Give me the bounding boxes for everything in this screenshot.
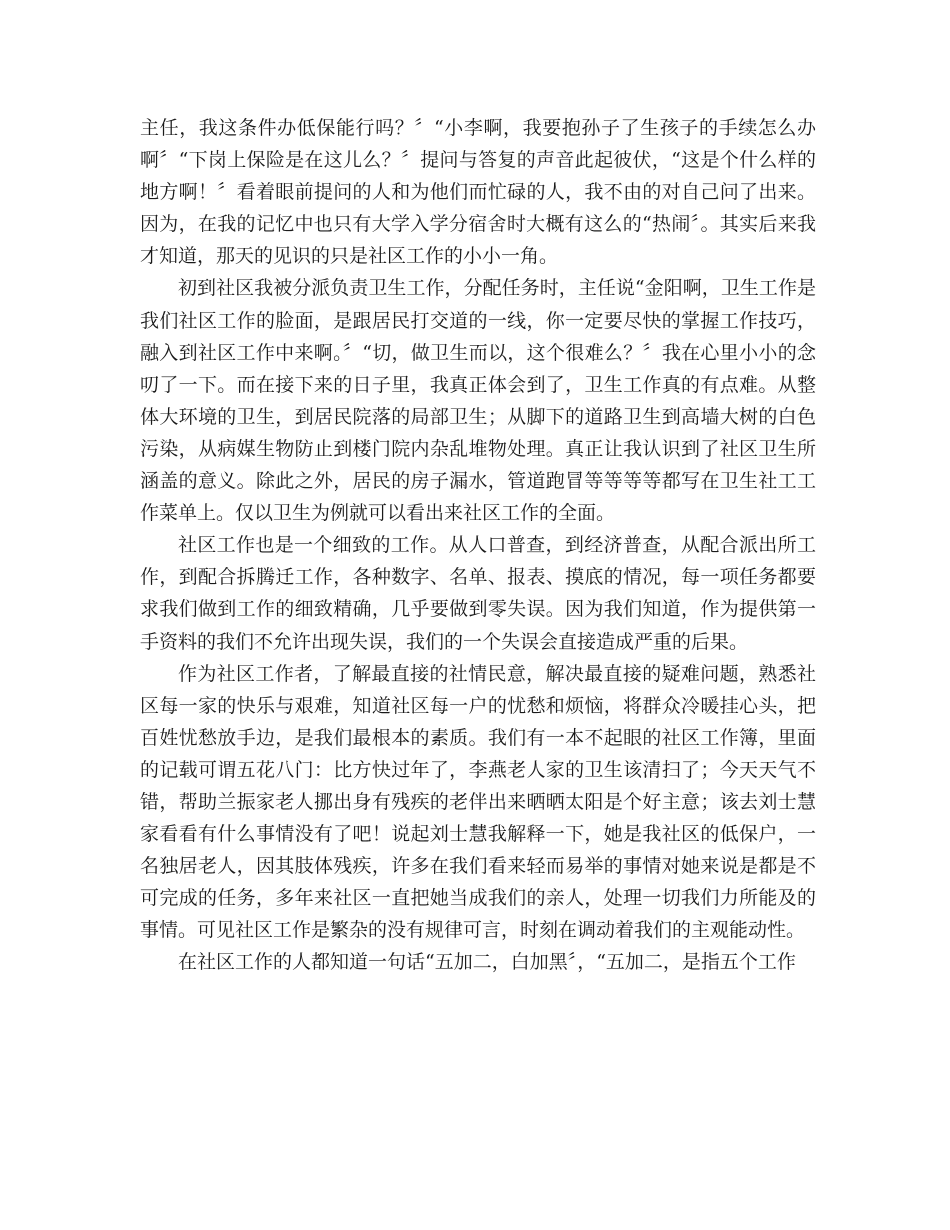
paragraph-2: 初到社区我被分派负责卫生工作，分配任务时，主任说“金阳啊，卫生工作是我们社区工作的脸面，是跟居民打交道的一线，你一定要尽快的掌握工作技巧，融入到社区工作中来啊。〞“切，做卫生而以，这个很难么？〞我在心里小小的念叨了一下。而在接下来的日子里，我真正体会到了，卫生工作真的有点难。从整体大环境的卫生，到居民院落的局部卫生；从脚下的道路卫生到高墙大树的白色污染，从病媒生物防止到楼门院内杂乱堆物处理。真正让我认识到了社区卫生所涵盖的意义。除此之外，居民的房子漏水，管道跑冒等等等等都写在卫生社工工作菜单上。仅以卫生为例就可以看出来社区工作的全面。 xyxy=(140,277,816,525)
paragraph-1: 主任，我这条件办低保能行吗？〞“小李啊，我要抱孙子了生孩子的手续怎么办啊〞“下岗上保险是在这儿么？〞提问与答复的声音此起彼伏，“这是个什么样的地方啊！〞看着眼前提问的人和为他们而忙碌的人，我不由的对自己问了出来。因为，在我的记忆中也只有大学入学分宿舍时大概有这么的“热闹〞。其实后来我才知道，那天的见识的只是社区工作的小小一角。 xyxy=(140,117,816,268)
document-body xyxy=(140,112,816,979)
paragraph-3: 社区工作也是一个细致的工作。从人口普查，到经济普查，从配合派出所工作，到配合拆腾迁工作，各种数字、名单、报表、摸底的情况，每一项任务都要求我们做到工作的细致精确，几乎要做到零失误。因为我们知道，作为提供第一手资料的我们不允许出现失误，我们的一个失误会直接造成严重的后果。 xyxy=(140,534,816,653)
paragraph-5: 在社区工作的人都知道一句话“五加二，白加黑〞，“五加二，是指五个工作 xyxy=(178,951,796,974)
paragraph-4: 作为社区工作者，了解最直接的社情民意，解决最直接的疑难问题，熟悉社区每一家的快乐与艰难，知道社区每一户的忧愁和烦恼，将群众冷暖挂心头，把百姓忧愁放手边，是我们最根本的素质。我们有一本不起眼的社区工作簿，里面的记载可谓五花八门：比方快过年了，李燕老人家的卫生该清扫了；今天天气不错，帮助兰振家老人挪出身有残疾的老伴出来晒晒太阳是个好主意；该去刘士慧家看看有什么事情没有了吧！说起刘士慧我解释一下，她是我社区的低保户，一名独居老人，因其肢体残疾，许多在我们看来轻而易举的事情对她来说是都是不可完成的任务，多年来社区一直把她当成我们的亲人，处理一切我们力所能及的事情。可见社区工作是繁杂的没有规律可言，时刻在调动着我们的主观能动性。 xyxy=(140,662,816,942)
